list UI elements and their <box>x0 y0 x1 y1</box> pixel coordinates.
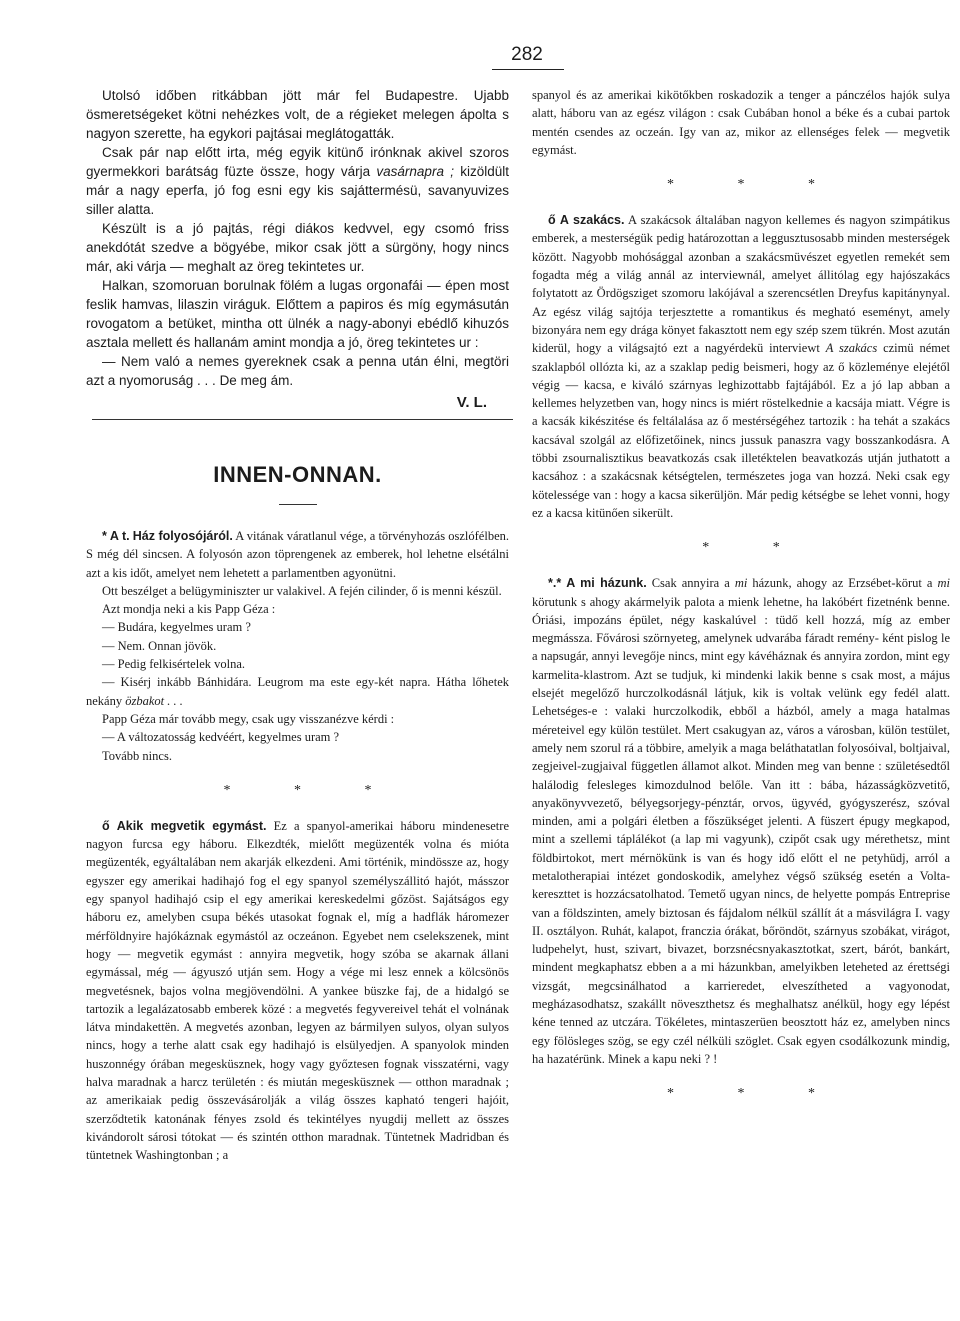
haz-paragraph-4: Papp Géza már tovább megy, csak ugy visszanézve kérdi : <box>102 711 395 726</box>
hazunk-text-2: házunk, ahogy az Erzsébet-körut a <box>752 576 933 591</box>
hazunk-text-3: körutunk s ahogy akármelyik palota a mienk lehetne, ha lakóbért fizetnénk benne. Óriási, impozáns épület, négy kaskalúvel : tüdő kell hozzá, míg az ember megmássza. Fővárosi szörnyeteg, amelynek udvarába fáradt remény- ként pislog le a napsugár, annyi levegője nincs, mint egy kávéháznak és annyira zordon, mint egy karmelita-klastrom. Azt se tudjuk, ki mindenki lakik benne s csak most, a május elsejét megelőző hurczolkodásnál látjuk, kik is voltak velünk egy fedél alatt. Lehetséges-e : valaki hurczolkodik, ebből a házból, amely a maga hatalmas méreteivel egy külön testület. Mert csakugyan az, város a városban, külön testület, amely nem szorul rá a többire, amelyik a maga beláthatatlan folyosóival, boltjaival, zegjeivel-zugjaival független államot alkot. Minden meg van benne : születésedtől halálodig felesleges kimozdulnod belőle. Van itt : bába, házasságközvetitő, anyakönyvvezető, bélyegsorjegy-pénztár, orvos, ügyvéd, gyógyszerész, szóval minden, ami a polgári életben a főszükséget jelenti. A füszert épugy megkapod, mint a szellemi táplálékot (a lap mi vagyunk), czipőt csak ugy mérethetsz, mint földbirtokot, mert mérnökünk is van és hogy idő előtt el ne petyhüdj, arról a metalotherapiai intézet gondoskodik, amelyhez végső szükség esetén a Volta-kereszttet is hozzácsatolhatod. Temető ugyan nincs, de helyette pompás Entreprise van a földszinten, amely biztosan és fájdalom nélkül szállít át a másvilágra I. vagy II. osztályon. Ruhát, kalapot, franczia órákat, bőröndöt, szárnyus szobákat, virágot, ludpehelyt, hust, szivart, bivazet, borzsnécsnyakasztotkat, szert, bárót, bankárt, mindent megkaphatsz ebben a a mi házunkban, amelyikben leteheted az érettségi vizsgát, megcsinálhatod a karrieredet, elveszítheted a vagyonodat, megházasodhatsz, szakállt növeszthetsz és meghalhatsz anélkül, hogy egy lépést kéne tenned az utczára. Tökéletes, mintaszerüen beosztott ház ez, amelyben nincs egy fölösleges szög, se egy czél nélküli szöglet. Csak egyen csodálkozunk mindig, ha hazatérünk. Minek a kapu neki ? ! <box>532 594 950 1066</box>
szakacs-text-2: czimü német szaklapból ollózta ki, az a szaklap pedig beismeri, hogy az ő közleménye elejétől végig — kacsa, e kiváló szárnyas leghizottabb fajtájából. Ez a jó lap abban a kellemes helyzetben van, hogy nincs is miért röstelkednie a kacsája miatt. Végre is a kacsák kikészitése és feltálalása az ő mestérségéhez tartozik : ha tehát a szakács kacsával szolgál az előfizetőinek, nincs jussuk panaszra vagy bosszankodásra. A többi zsournalisztikus beavatkozás csak illetéktelen beavatkozás utján juthatott a kacsához : a szakácsnak kétségtelen, természetes joga van hozzá. Neki csak egy kötelessége van : hogy a kacsa sikerüljön. Már pedig kétségbe se lehet vonni, hogy ez a kacsa kitünően sikerült. <box>532 341 951 520</box>
intro-paragraph-4: Halkan, szomoruan borulnak fölém a lugas orgonafái — épen most feslik hamvas, lilaszin viráguk. Előttem a papiros és míg egymásután rovogatom a betüket, mintha ott ülnék a nagy-abonyi ebédlő kihuzós asztala mellett és hallanám amint mondja a jó, öreg tekintetes ur : <box>86 278 509 350</box>
asterism-separator: * * * <box>667 1086 845 1102</box>
haz-dialogue-2: — Nem. Onnan jövök. <box>102 638 217 653</box>
haz-dialogue-1: — Budára, kegyelmes uram ? <box>102 620 251 635</box>
haz-closing: Tovább nincs. <box>102 748 172 763</box>
right-column <box>532 86 950 1120</box>
hazunk-text-1: Csak annyira a <box>651 576 730 591</box>
akik-text: Ez a spanyol-amerikai háboru mindenesetre nagyon furcsa egy háboru. Elkezdték, mielőtt megüzenték volna és mióta megüzenték, egyáltalában nem akarják elkezdeni. Ami történik, mindössze az, hogy egyszer egy amerikai hadihajó fog el egy spanyol személyszállitó hajót, másszor egy spanyol hadihajó csip el egy amerikai kereskedelmi gőzöst. Sajátságos egy háboru ez, amelyben csupa békés utasokat fognak el, míg a hadflák háromezer mérföldnyire hajókáznak egymástól az oczeánon. Egyebet nem cselekszenek, mint hogy — megvetik egymást : annyira megvetik, hogy szóba se akarnak állani egymással, még — ágyuszó utján sem. Hogy a vége mi lesz ennek a kölcsönös megvetésnek, bajos volna megjövendölni. A yankee büszke faj, de a hidalgó se tartozik a legalázatosabb emberek közé : a megvetés fegyvereivel tehát el volnának látva mindakettën. A megvetés azonban, legyen az bármilyen sulyos, olyan sulyos nincs, hogy a terhe alatt csak egy hadihajó is elsülyedjen. A spanyolok minden huszonnégy órában megesküsznek, hogy vagy győztesen fognak visszatérni, vagy halva maradnak a harcz területén : és miután megesküsznek — otthon maradnak ; az amerikaiak pedig összevásárolják a világ összes kapható tengeri hajóit, szerződtetik katonának fényes zsold és tekintélyes nyugdij mellett az összes kivándorolt sárosi tótokat — és szintén otthon maradnak. Tüntetnek Madridban és tüntetnek Washingtonban ; a <box>86 818 509 1163</box>
section-divider-rule <box>92 419 513 420</box>
haz-paragraph-1 <box>86 527 509 582</box>
haz-marker: * A t. <box>102 529 130 543</box>
akik-marker: ő <box>102 818 110 833</box>
haz-paragraph-2: Ott beszélget a belügyminiszter ur valakivel. A fején cilinder, ő is menni készül. <box>102 583 502 598</box>
intro-paragraph-2 <box>86 143 509 219</box>
asterism-separator: * * <box>702 540 810 556</box>
haz-dialogue-4-text: — Kisérj inkább Bánhidára. Leugrom ma este egy-két napra. Hátha lőhetek nekány <box>86 675 509 708</box>
szakacs-heading: A szakács. <box>559 213 625 228</box>
haz-text-1: A vitának váratlanul vége, a törvényhozás oszlófélben. S még dél sincsen. A folyosón azon töprengenek az emberek, hol lehetne elsétálni azt a kis időt, amelyet nem lehetett a parlamentben agyonütni. <box>86 529 509 580</box>
page-number: 282 <box>511 44 543 65</box>
akik-heading: Akik megvetik egymást. <box>116 818 267 833</box>
intro-paragraph-5: — Nem való a nemes gyereknek csak a penna után élni, megtöri azt a nyomoruság . . . De meg ám. <box>86 354 509 388</box>
haz-heading: Ház folyosójáról. <box>132 529 233 543</box>
intro-paragraph-3: Készült is a jó pajtás, régi diákos kedvvel, egy csomó friss anekdótát szedve a bögyébe, mikor csak jött a sürgöny, hogy nincs már, aki várja — meghalt az öreg tekintetes ur. <box>86 221 509 274</box>
hazunk-paragraph <box>532 574 950 1068</box>
haz-paragraph-3: Azt mondja neki a kis Papp Géza : <box>102 602 276 617</box>
akik-paragraph <box>86 817 509 1165</box>
intro-paragraph-1: Utolsó időben ritkábban jött már fel Budapestre. Ujabb ösmeretségeket kötni nehézkes volt, de a régieket melegen ápolta s nagyon szerette, ha egykori pajtásai meglátogatták. <box>86 88 509 141</box>
asterism-separator: * * * <box>667 177 845 193</box>
section-title: INNEN-ONNAN. <box>213 462 382 487</box>
szakacs-italic-title: A szakács <box>825 341 878 356</box>
intro-paragraph-2-text: Csak pár nap előtt irta, még egyik kitünő irónknak akivel szoros gyermekkori barátság füzte össze, hogy várja <box>86 145 509 179</box>
haz-dialogue-5: — A változatosság kedvéért, kegyelmes uram ? <box>102 730 340 745</box>
szakacs-text: A szakácsok általában nagyon kellemes és nagyon szimpátikus emberek, a mesterségük pedig határozottan a leggusztusosabb minden mesterségek között. Nagyobb mohósággal azonban a szakácsmüvészet egyetlen remekét sem fogadta még a világ annál az interviewnál, amelyet állitólag egy hajószakács folytatott az Ördögsziget szomoru lakójával a szerencsétlen Dreyfus kapitánynyal. Az egész világ sajtója terjesztette a romantikus és megható eseményt, amely bizonyára nem egy drága könyet fakasztott nem egy szép szem tükrén. Most azután kiderül, hogy a világsajtó ezt a nagyérdekü interviewt <box>532 213 951 356</box>
haz-dialogue-3: — Pedig felkisértelek volna. <box>102 657 246 672</box>
szakacs-marker: ő <box>548 213 556 228</box>
intro-paragraph-2-text-cont: kizöldült már a nagy eperfa, jó fog esni egy kis sajáttermésü, savanyuvizes siller alatta. <box>86 164 509 217</box>
haz-dialogue-4 <box>86 673 509 710</box>
left-column <box>86 86 509 1165</box>
szakacs-paragraph <box>532 211 950 522</box>
hazunk-italic-mi-1: mi <box>734 576 748 591</box>
hazunk-marker: *.* <box>548 576 562 591</box>
akik-continuation: spanyol és az amerikai kikötőkben roskadozik a tenger a pánczélos hajók sulya alatt, háboru van az egész világon : csak Cubában honol a béke és a cubai partok mentén csendes az oczeán. Igy van az, mikor az ellenséges felek — megvetik egymást. <box>532 88 950 157</box>
hazunk-italic-mi-2: mi <box>937 576 950 591</box>
page-number-rule <box>492 69 564 70</box>
author-signature: V. L. <box>456 394 487 411</box>
hazunk-heading: A mi házunk. <box>566 576 647 591</box>
title-short-rule <box>279 504 317 505</box>
asterism-separator: * * * <box>223 782 402 798</box>
haz-italic-ozbakot: özbakot . . . <box>125 693 183 708</box>
intro-italic-vasarnapra: vasárnapra ; <box>376 164 454 179</box>
